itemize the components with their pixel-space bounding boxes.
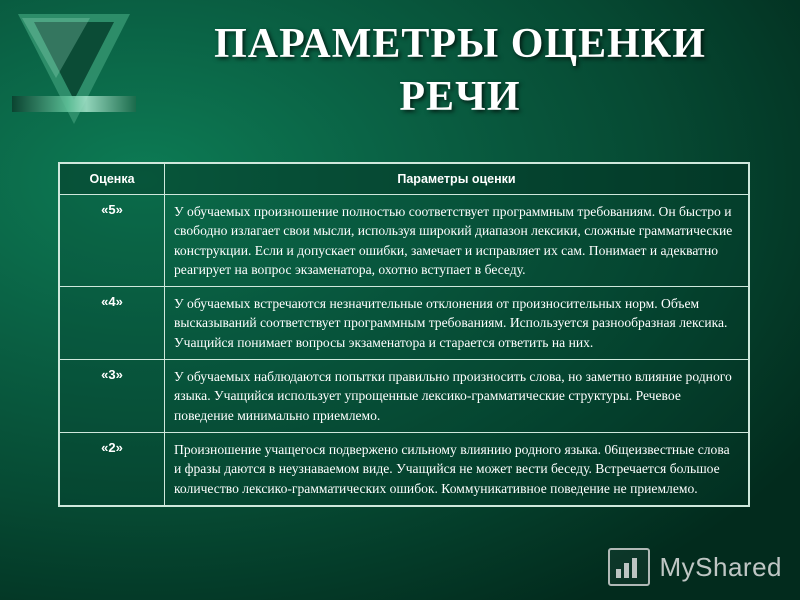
triangle-highlight-shape xyxy=(22,18,90,78)
cell-description: У обучаемых встречаются незначительные отклонения от произносительных норм. Объем высказываний соответствует программным требованиям. Используется разнообразная лексика. Учащийся понимает вопросы экзаменатора и старается ответить на них. xyxy=(165,287,749,360)
logo-gradient-bar xyxy=(12,96,136,112)
cell-grade: «4» xyxy=(60,287,165,360)
evaluation-parameters-table xyxy=(58,162,750,507)
cell-grade: «2» xyxy=(60,432,165,505)
table-header-row xyxy=(60,164,749,195)
table-row xyxy=(60,360,749,433)
bar-chart-icon xyxy=(608,548,650,586)
table-row xyxy=(60,195,749,287)
watermark xyxy=(608,548,783,586)
table-row xyxy=(60,432,749,505)
column-header-parameters: Параметры оценки xyxy=(165,164,749,195)
page-title: ПАРАМЕТРЫ ОЦЕНКИ РЕЧИ xyxy=(214,21,706,120)
cell-description: У обучаемых наблюдаются попытки правильно произносить слова, но заметно влияние родного языка. Учащийся использует упрощенные лексико-грамматические структуры. Речевое поведение минимально приемлемо. xyxy=(165,360,749,433)
cell-description: Произношение учащегося подвержено сильному влиянию родного языка. 06щеизвестные слова и фразы даются в неузнаваемом виде. Учащийся не может вести беседу. Встречается большое количество лексико-грамматических ошибок. Коммуникативное поведение не приемлемо. xyxy=(165,432,749,505)
column-header-grade: Оценка xyxy=(60,164,165,195)
cell-grade: «5» xyxy=(60,195,165,287)
table-row xyxy=(60,287,749,360)
cell-grade: «3» xyxy=(60,360,165,433)
decorative-triangle-logo xyxy=(8,8,148,138)
cell-description: У обучаемых произношение полностью соответствует программным требованиям. Он быстро и свободно излагает свои мысли, используя широкий диапазон лексики, сложные грамматические конструкции. Если и допускает ошибки, замечает и исправляет их сам. Понимает и адекватно реагирует на вопрос экзаменатора, охотно вступает в беседу. xyxy=(165,195,749,287)
watermark-label: MyShared xyxy=(659,551,782,582)
